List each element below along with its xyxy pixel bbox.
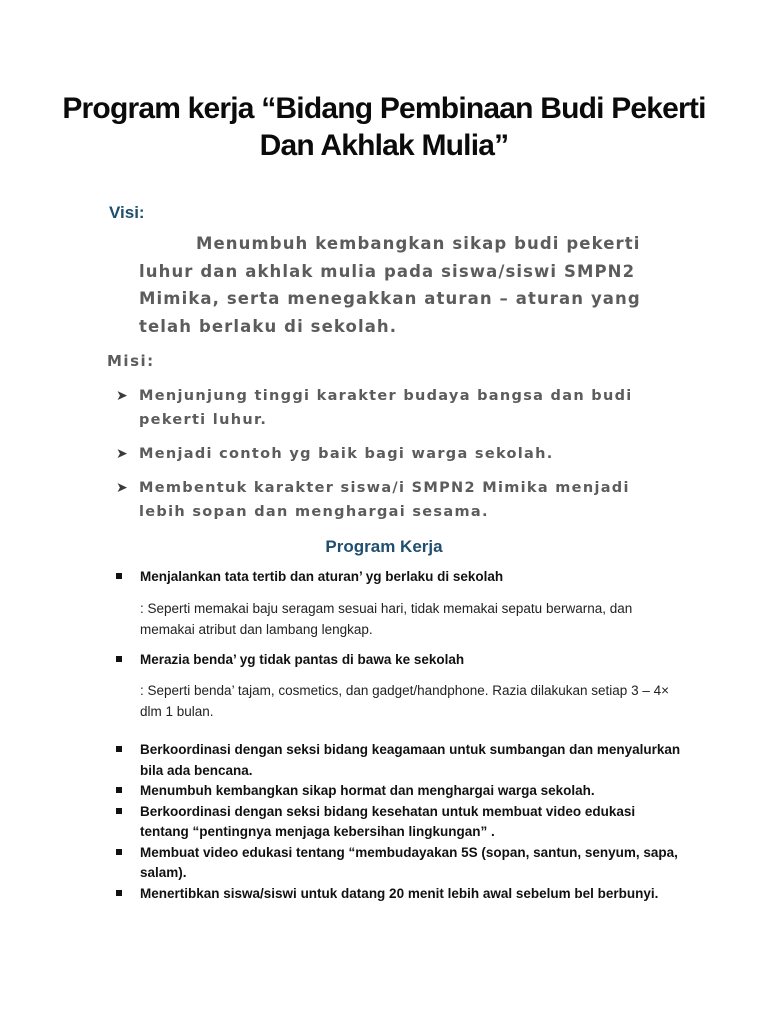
program-item bbox=[116, 650, 686, 671]
program-item-text: Berkoordinasi dengan seksi bidang keagamaan untuk sumbangan dan menyalurkan bila ada bencana. bbox=[140, 742, 681, 778]
program-kerja-list bbox=[116, 567, 686, 904]
misi-heading: Misi: bbox=[107, 352, 155, 370]
program-item-text: Menertibkan siswa/siswi untuk datang 20 menit lebih awal sebelum bel berbunyi. bbox=[140, 885, 659, 901]
misi-item bbox=[116, 442, 676, 466]
square-bullet-icon bbox=[116, 787, 122, 793]
square-bullet-icon bbox=[116, 890, 122, 896]
visi-text: Menumbuh kembangkan sikap budi pekerti luhur dan akhlak mulia pada siswa/siswi SMPN2 Mimika, serta menegakkan aturan – aturan yang telah berlaku di sekolah. bbox=[139, 234, 641, 336]
program-kerja-heading: Program Kerja bbox=[325, 537, 443, 556]
square-bullet-icon bbox=[116, 808, 122, 814]
program-item bbox=[116, 740, 686, 781]
arrow-bullet-icon: ➤ bbox=[116, 446, 128, 462]
misi-item-text: Membentuk karakter siswa/i SMPN2 Mimika menjadi lebih sopan dan menghargai sesama. bbox=[139, 480, 630, 520]
program-item bbox=[116, 843, 686, 884]
program-item bbox=[116, 781, 686, 802]
misi-item-text: Menjadi contoh yg baik bagi warga sekolah. bbox=[139, 446, 554, 462]
program-item-text: Merazia benda’ yg tidak pantas di bawa ke sekolah bbox=[140, 651, 465, 667]
square-bullet-icon bbox=[116, 573, 122, 579]
list-spacer bbox=[116, 732, 686, 740]
square-bullet-icon bbox=[116, 849, 122, 855]
arrow-bullet-icon: ➤ bbox=[116, 480, 128, 496]
program-item-text: Membuat video edukasi tentang “membudayakan 5S (sopan, santun, senyum, sapa, salam). bbox=[140, 844, 678, 880]
misi-item bbox=[116, 384, 676, 432]
program-item-detail: : Seperti benda’ tajam, cosmetics, dan gadget/handphone. Razia dilakukan setiap 3 – 4× dlm 1 bulan. bbox=[140, 683, 669, 719]
misi-item-text: Menjunjung tinggi karakter budaya bangsa dan budi pekerti luhur. bbox=[139, 388, 633, 428]
program-item-text: Menumbuh kembangkan sikap hormat dan menghargai warga sekolah. bbox=[140, 783, 595, 798]
misi-list bbox=[116, 384, 676, 534]
document-title: Program kerja “Bidang Pembinaan Budi Pekerti Dan Akhlak Mulia” bbox=[62, 92, 706, 162]
program-item-detail: : Seperti memakai baju seragam sesuai hari, tidak memakai sepatu berwarna, dan memakai atribut dan lambang lengkap. bbox=[140, 600, 633, 637]
misi-item bbox=[116, 476, 676, 524]
program-item bbox=[116, 884, 686, 905]
program-item bbox=[116, 567, 686, 588]
program-item bbox=[116, 802, 686, 843]
square-bullet-icon bbox=[116, 656, 122, 662]
square-bullet-icon bbox=[116, 746, 122, 752]
program-item-text: Berkoordinasi dengan seksi bidang kesehatan untuk membuat video edukasi tentang “pentingnya menjaga kebersihan lingkungan” . bbox=[140, 803, 636, 839]
program-item-text: Menjalankan tata tertib dan aturan’ yg berlaku di sekolah bbox=[140, 569, 504, 584]
visi-heading: Visi: bbox=[109, 203, 145, 222]
arrow-bullet-icon: ➤ bbox=[116, 388, 128, 404]
